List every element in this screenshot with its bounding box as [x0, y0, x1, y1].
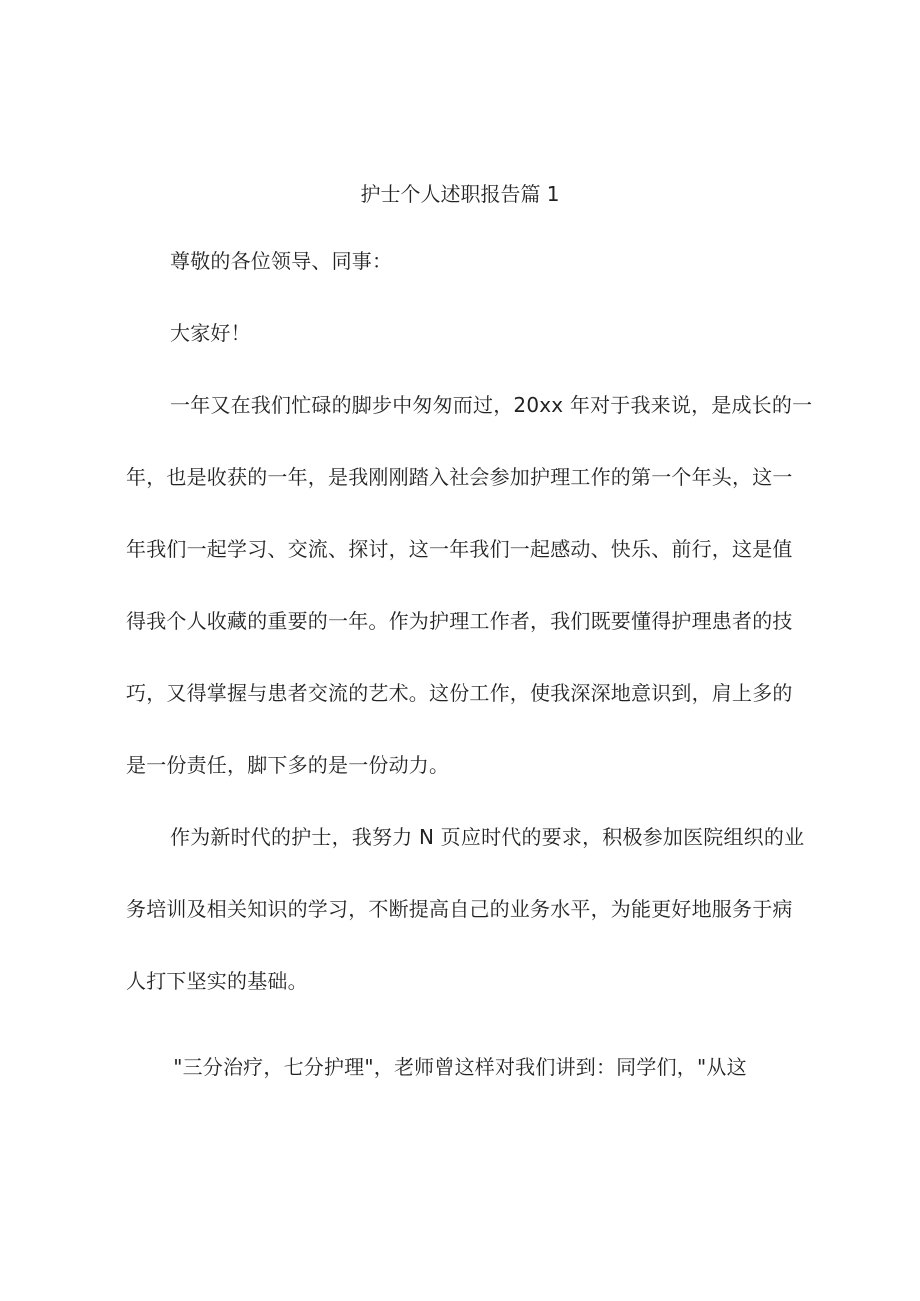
greeting: 大家好！ — [170, 321, 251, 345]
paragraph-line: 作为新时代的护士，我努力 N 页应时代的要求，积极参加医院组织的业 — [170, 825, 805, 849]
paragraph-line: 务培训及相关知识的学习，不断提高自己的业务水平，为能更好地服务于病 — [126, 897, 793, 921]
paragraph-line: 人打下坚实的基础。 — [126, 969, 308, 993]
salutation: 尊敬的各位领导、同事： — [170, 249, 393, 273]
paragraph-line: 年我们一起学习、交流、探讨，这一年我们一起感动、快乐、前行，这是值 — [126, 537, 793, 561]
document-title: 护士个人述职报告篇 1 — [360, 182, 560, 206]
paragraph-line: "三分治疗，七分护理"，老师曾这样对我们讲到：同学们，"从这 — [173, 1055, 747, 1079]
paragraph-line: 得我个人收藏的重要的一年。作为护理工作者，我们既要懂得护理患者的技 — [126, 609, 793, 633]
paragraph-line: 巧，又得掌握与患者交流的艺术。这份工作，使我深深地意识到，肩上多的 — [126, 681, 793, 705]
paragraph-line: 一年又在我们忙碌的脚步中匆匆而过，20xx 年对于我来说，是成长的一 — [170, 393, 813, 417]
paragraph-line: 年，也是收获的一年，是我刚刚踏入社会参加护理工作的第一个年头，这一 — [126, 465, 793, 489]
paragraph-line: 是一份责任，脚下多的是一份动力。 — [126, 753, 450, 777]
